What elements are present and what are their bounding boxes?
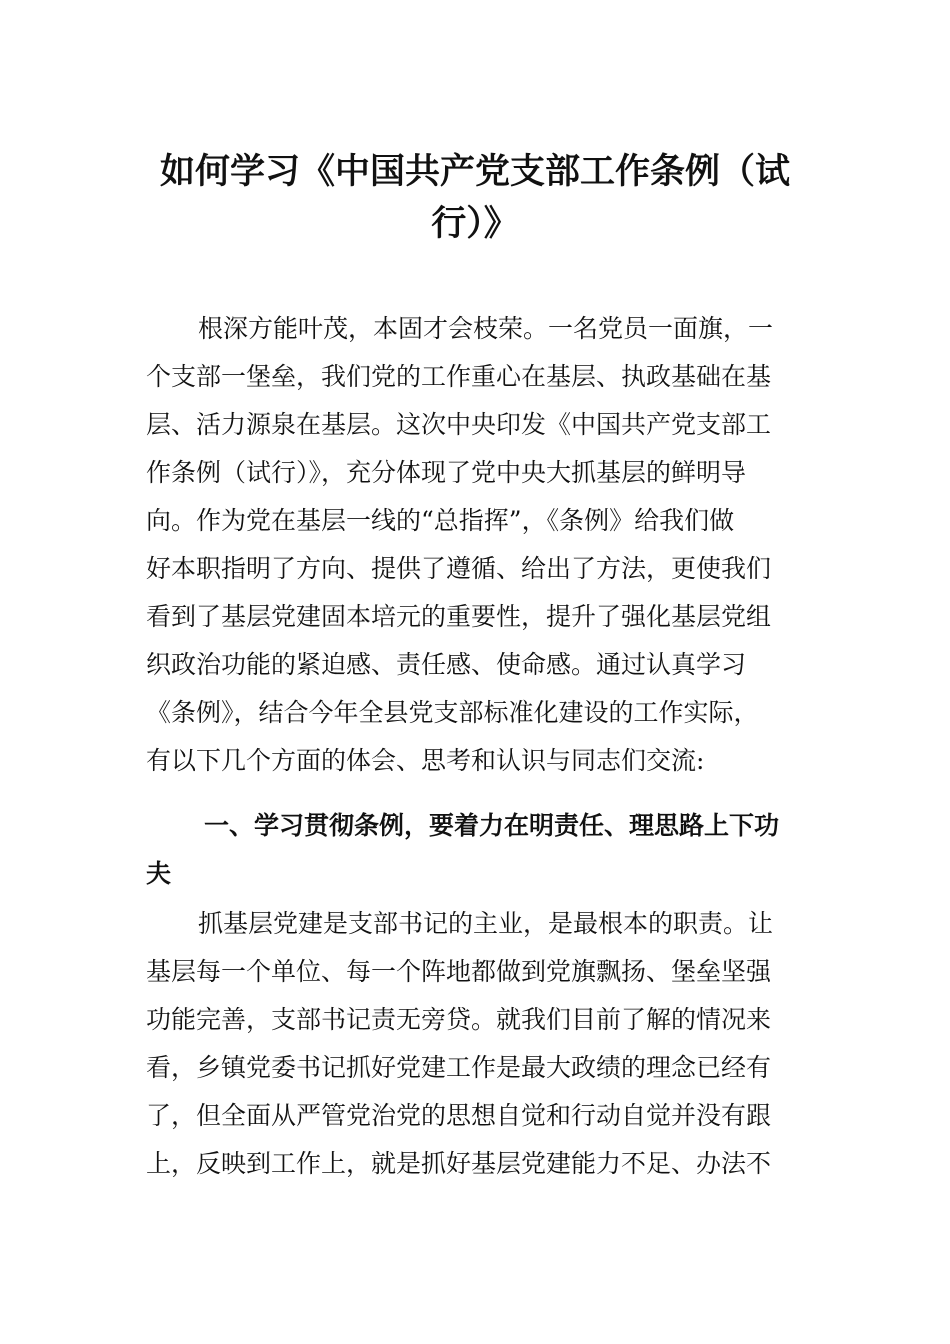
paragraph-1-line: 有以下几个方面的体会、思考和认识与同志们交流: <box>146 746 705 775</box>
paragraph-2-line: 基层每一个单位、每一个阵地都做到党旗飘扬、堡垒坚强 <box>146 957 772 986</box>
paragraph-1-line: 向。作为党在基层一线的“总指挥”，《条例》给我们做 <box>146 506 735 535</box>
section-heading-1-line: 一、学习贯彻条例，要着力在明责任、理思路上下功 <box>204 811 780 840</box>
paragraph-1-line: 个支部一堡垒，我们党的工作重心在基层、执政基础在基 <box>146 362 772 391</box>
document-title-line-1: 如何学习《中国共产党支部工作条例（试 <box>159 151 790 192</box>
paragraph-1-line: 好本职指明了方向、提供了遵循、给出了方法，更使我们 <box>146 554 772 583</box>
paragraph-1-line: 作条例（试行）》，充分体现了党中央大抓基层的鲜明导 <box>146 458 747 487</box>
paragraph-1-line: 根深方能叶茂，本固才会枝荣。一名党员一面旗，一 <box>198 314 774 343</box>
paragraph-1-line: 看到了基层党建固本培元的重要性，提升了强化基层党组 <box>146 602 772 631</box>
paragraph-2-line: 了，但全面从严管党治党的思想自觉和行动自觉并没有跟 <box>146 1101 772 1130</box>
paragraph-1-line: 层、活力源泉在基层。这次中央印发《中国共产党支部工 <box>146 410 772 439</box>
paragraph-1-line: 《条例》，结合今年全县党支部标准化建设的工作实际， <box>146 698 759 727</box>
paragraph-2-line: 看，乡镇党委书记抓好党建工作是最大政绩的理念已经有 <box>146 1053 772 1082</box>
paragraph-2-line: 抓基层党建是支部书记的主业，是最根本的职责。让 <box>198 909 774 938</box>
paragraph-2-line: 功能完善，支部书记责无旁贷。就我们目前了解的情况来 <box>146 1005 772 1034</box>
paragraph-2-line: 上，反映到工作上，就是抓好基层党建能力不足、办法不 <box>146 1149 772 1178</box>
section-heading-1-line: 夫 <box>146 859 172 888</box>
paragraph-1-line: 织政治功能的紧迫感、责任感、使命感。通过认真学习 <box>146 650 747 679</box>
document-title-line-2: 行）》 <box>431 203 519 244</box>
